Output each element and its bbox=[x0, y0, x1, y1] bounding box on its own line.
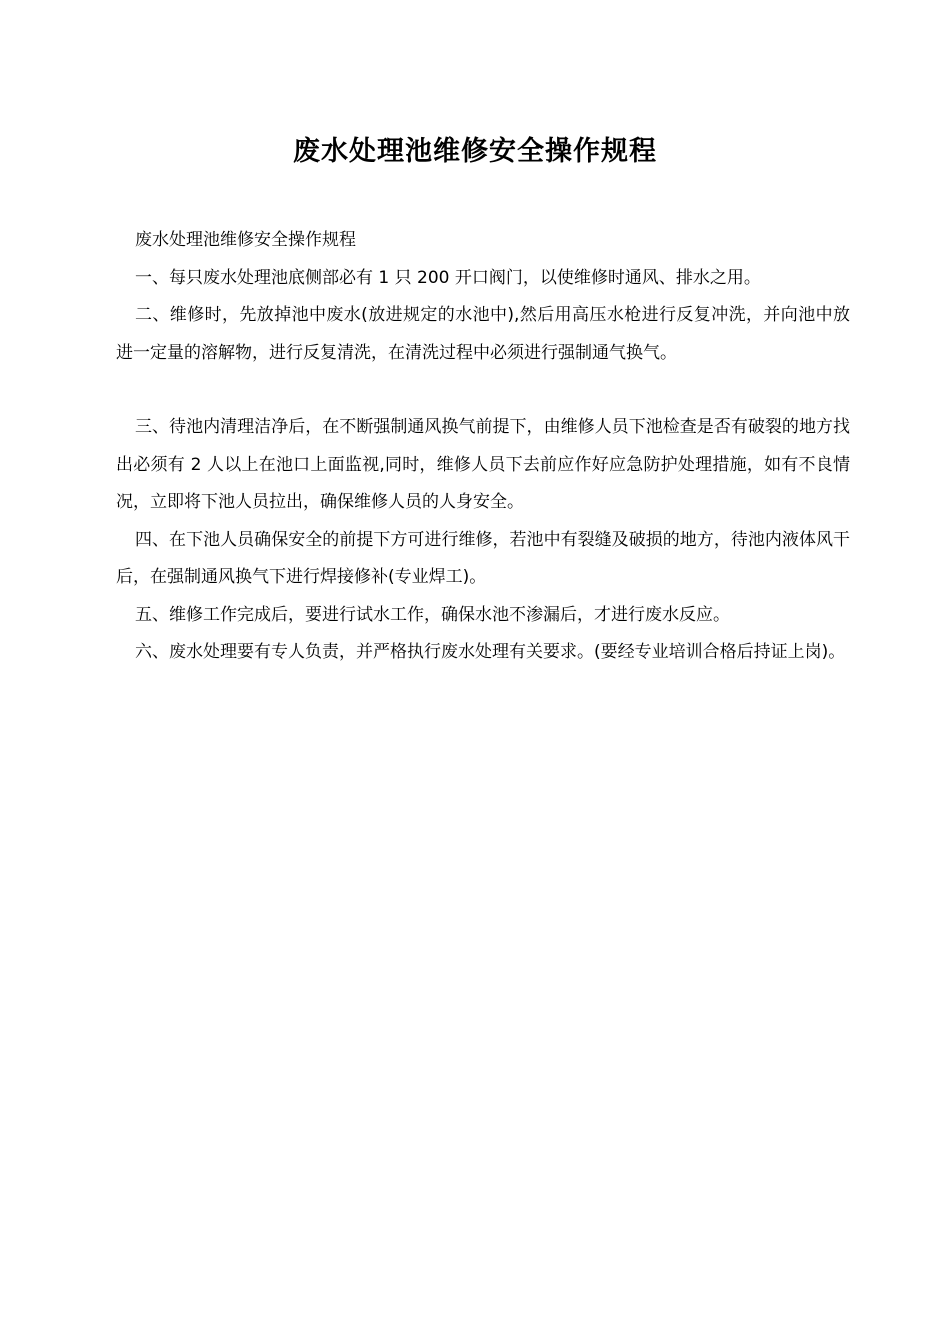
paragraph-item-1: 一、每只废水处理池底侧部必有 1 只 200 开口阀门，以使维修时通风、排水之用。 bbox=[135, 267, 761, 288]
blank-line bbox=[116, 372, 850, 409]
paragraph-item-5: 五、维修工作完成后，要进行试水工作，确保水池不渗漏后，才进行废水反应。 bbox=[135, 604, 730, 625]
paragraph-item-4: 四、在下池人员确保安全的前提下方可进行维修，若池中有裂缝及破损的地方，待池内液体风干后，在强制通风换气下进行焊接修补(专业焊工)。 bbox=[116, 529, 850, 587]
paragraph-item-2: 二、维修时，先放掉池中废水(放进规定的水池中),然后用高压水枪进行反复冲洗，并向池中放进一定量的溶解物，进行反复清洗，在清洗过程中必须进行强制通气换气。 bbox=[116, 305, 850, 363]
paragraph-item-6: 六、废水处理要有专人负责，并严格执行废水处理有关要求。(要经专业培训合格后持证上岗)。 bbox=[135, 642, 846, 662]
paragraph-heading: 废水处理池维修安全操作规程 bbox=[135, 230, 356, 250]
paragraph-item-3: 三、待池内清理洁净后，在不断强制通风换气前提下，由维修人员下池检查是否有破裂的地方找出必须有 2 人以上在池口上面监视,同时，维修人员下去前应作好应急防护处理措施，如有不良情况，立即将下池人员拉出，确保维修人员的人身安全。 bbox=[116, 417, 850, 512]
document-title: 废水处理池维修安全操作规程 bbox=[293, 136, 657, 167]
document-body bbox=[116, 222, 850, 672]
